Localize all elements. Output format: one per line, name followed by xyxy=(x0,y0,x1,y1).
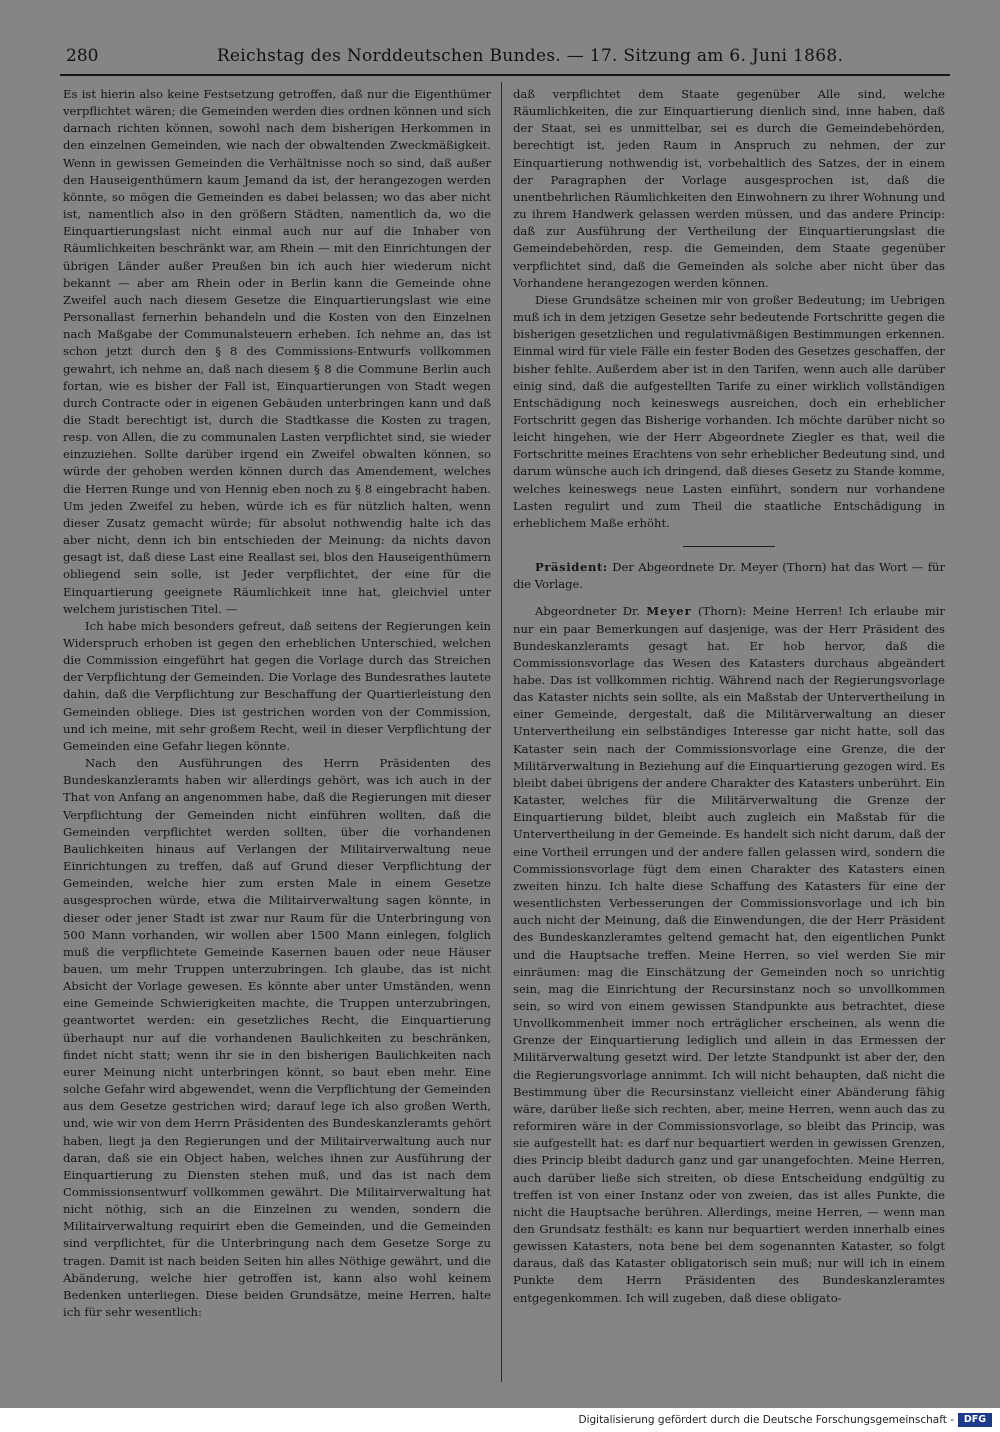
president-remark xyxy=(513,559,945,593)
page-number: 280 xyxy=(66,46,99,66)
paragraph: Nach den Ausführungen des Herrn Präsidenten des Bundeskanzleramts haben wir allerdings gehört, was ich auch in der That von Anfang an angenommen habe, daß die Regierungen mit dieser Verpflichtung der Gemeinden nicht einführen wollten, daß die Gemeinden verpflichtet werden sollten, über die vorhandenen Baulichkeiten hinaus auf Verlangen der Militairverwaltung neue Einrichtungen zu treffen, daß auf Grund dieser Verpflichtung der Gemeinden, welche hier zum ersten Male in einem Gesetze ausgesprochen würde, etwa die Militairverwaltung sagen könnte, in dieser oder jener Stadt ist zwar nur Raum für die Unterbringung von 500 Mann vorhanden, wir wollen aber 1500 Mann einlegen, folglich muß die verpflichtete Gemeinde Kasernen bauen oder neue Häuser bauen, um mehr Truppen unterzubringen. Ich glaube, das ist nicht Absicht der Vorlage gewesen. Es könnte aber unter Umständen, wenn eine Gemeinde Schwierigkeiten machte, die Truppen unterzubringen, geantwortet werden: ein gesetzliches Recht, die Einquartierung überhaupt nur auf die vorhandenen Baulichkeiten zu beschränken, findet nicht statt; wenn ihr sie in den bisherigen Baulichkeiten nach eurer Meinung nicht unterbringen könnt, so baut eben mehr. Eine solche Gefahr wird abgewendet, wenn die Verpflichtung der Gemeinden aus dem Gesetze gestrichen wird; darauf lege ich also großen Werth, und, wie wir von dem Herrn Präsidenten des Bundeskanzleramts gehört haben, liegt ja den Regierungen und der Militairverwaltung auch nur daran, daß sie ein Object haben, welches ihnen zur Ausführung der Einquartierung zu Diensten stehen muß, und das ist nach dem Commissionsentwurf vollkommen gewährt. Die Militairverwaltung hat nicht nöthig, sich an die Einzelnen zu wenden, sondern die Militairverwaltung requirirt eben die Gemeinden, und die Gemeinden sind verpflichtet, für die Unterbringung nach dem Gesetze Sorge zu tragen. Damit ist nach beiden Seiten hin alles Nöthige gewährt, und die Abänderung, welche hier getroffen ist, kann also wohl keinem Bedenken unterliegen. Diese beiden Grundsätze, meine Herren, halte ich für sehr wesentlich: xyxy=(63,756,491,1320)
speaker-prefix: Abgeordneter Dr. xyxy=(535,604,640,619)
speech xyxy=(513,603,945,1306)
president-label: Präsident: xyxy=(535,560,608,575)
column-divider xyxy=(501,82,502,1382)
speech-text: (Thorn): Meine Herren! Ich erlaube mir nur ein paar Bemerkungen auf dasjenige, was der Herr Präsident des Bundeskanzleramts gesagt hat. Er hob hervor, daß die Commissionsvorlage das Wesen des Katasters durchaus abgeändert habe. Das ist vollkommen richtig. Während nach der Regierungsvorlage das Kataster nichts sein sollte, als ein Maßstab der Untervertheilung in einer Gemeinde, dergestalt, daß die Militärverwaltung an dieser Untervertheilung ein selbständiges Interesse gar nicht hatte, soll das Kataster sein nach der Commissionsvorlage eine Grenze, die der Militärverwaltung in Beziehung auf die Einquartierung gezogen wird. Es bleibt dabei übrigens der andere Charakter des Katasters unberührt. Ein Kataster, welches für die Militärverwaltung die Grenze der Einquartierung bildet, bleibt auch zugleich ein Maßstab für die Untervertheilung in der Gemeinde. Es handelt sich nicht darum, daß der eine Vortheil errungen und der andere fallen gelassen wird, sondern die Commissionsvorlage fügt dem einen Charakter des Katasters einen zweiten hinzu. Ich halte diese Schaffung des Katasters für eine der wesentlichsten Verbesserungen der Commissionsvorlage und ich bin auch nicht der Meinung, daß die Einwendungen, die der Herr Präsident des Bundeskanzleramtes geltend gemacht hat, den eigentlichen Punkt und die Hauptsache treffen. Meine Herren, so viel werden Sie mir einräumen: mag die Einschätzung der Gemeinden noch so unrichtig sein, mag die Einrichtung der Recursinstanz noch so unvollkommen sein, so wird von einem gewissen Standpunkte aus betrachtet, diese Unvollkommenheit immer noch erträglicher erscheinen, als wenn die Grenze der Einquartierung lediglich und allein in das Ermessen der Militärverwaltung gesetzt wird. Der letzte Standpunkt ist aber der, den die Regierungsvorlage annimmt. Ich will nicht behaupten, daß nicht die Bestimmung über die Recursinstanz vielleicht einer Abänderung fähig wäre, darüber ließe sich rechten, aber, meine Herren, wenn auch das zu reformiren wäre in der Commissionsvorlage, so bleibt das Princip, was sie aufgestellt hat: es darf nur bequartiert werden in gewissen Grenzen, dies Princip bleibt dadurch ganz und gar unangefochten. Meine Herren, auch darüber ließe sich streiten, ob diese Entscheidung endgültig zu treffen ist von einer Instanz oder von zweien, das ist alles Punkte, die nicht die Hauptsache berühren. Allerdings, meine Herren, — wenn man den Grundsatz festhält: es kann nur bequartiert werden innerhalb eines gewissen Katasters, nota bene bei dem sogenannten Kataster, so folgt daraus, daß das Kataster obligatorisch sein muß; nur will ich in einem Punkte dem Herrn Präsidenten des Bundeskanzleramtes entgegenkommen. Ich will zugeben, daß diese obligato- xyxy=(513,604,945,1305)
paragraph: daß verpflichtet dem Staate gegenüber Alle sind, welche Räumlichkeiten, die zur Einquartierung dienlich sind, inne haben, daß der Staat, sei es unmittelbar, sei es durch die Gemeindebehörden, berechtigt ist, jeden Raum in Anspruch zu nehmen, der zur Einquartierung nothwendig ist, vorbehaltlich des Satzes, der in einem der Paragraphen der Vorlage ausgesprochen ist, daß die unentbehrlichen Räumlichkeiten den Einwohnern zu ihrer Wohnung und zu ihrem Handwerk gelassen werden müssen, und das andere Princip: daß zur Ausführung der Vertheilung der Einquartierungslast die Gemeindebehörden, resp. die Gemeinden, dem Staate gegenüber verpflichtet sind, daß die Gemeinden als solche aber nicht über das Vorhandene herangezogen werden können. xyxy=(513,87,945,290)
page-header xyxy=(60,44,950,76)
paragraph: Es ist hierin also keine Festsetzung getroffen, daß nur die Eigenthümer verpflichtet wären; die Gemeinden werden dies ordnen können und sich darnach richten können, sowohl nach dem bisherigen Herkommen in den einzelnen Gemeinden, wie nach der obwaltenden Zweckmäßigkeit. Wenn in gewissen Gemeinden die Verhältnisse noch so sind, daß außer den Hauseigenthümern kaum Jemand da ist, der herangezogen werden könnte, so mögen die Gemeinden es dabei belassen; wo das aber nicht ist, namentlich also in den größern Städten, namentlich da, wo die Einquartierungslast nicht einmal auch nur auf die Inhaber von Räumlichkeiten beschränkt war, am Rhein — mit den Einrichtungen der übrigen Länder außer Preußen bin ich auch hier wiederum nicht bekannt — aber am Rhein oder in Berlin kann die Gemeinde ohne Zweifel auch nach diesem Gesetze die Einquartierungslast wie eine Personallast fernerhin behandeln und die Kosten von den Einzelnen nach Maßgabe der Communalsteuern erheben. Ich nehme an, das ist schon jetzt durch den § 8 des Commissions-Entwurfs vollkommen gewahrt, ich nehme an, daß nach diesem § 8 die Commune Berlin auch fortan, wie es bisher der Fall ist, Einquartierungen von Stadt wegen durch Contracte oder in eigenen Gebäuden unterbringen kann und daß die Stadt berechtigt ist, durch die Stadtkasse die Kosten zu tragen, resp. von Allen, die zu communalen Lasten verpflichtet sind, sie wieder einzuziehen. Sollte darüber irgend ein Zweifel obwalten können, so würde der gehoben werden können durch das Amendement, welches die Herren Runge und von Hennig eben noch zu § 8 eingebracht haben. Um jeden Zweifel zu heben, würde ich es für nützlich halten, wenn dieser Zusatz gemacht würde; für absolut nothwendig halte ich das aber nicht, denn ich bin entschieden der Meinung: da nichts davon gesagt ist, daß diese Last eine Reallast sei, blos den Hauseigenthümern obliegend sein solle, ist Jeder verpflichtet, der eine für die Einquartierung geeignete Räumlichkeit inne hat, gleichviel unter welchem juristischen Titel. — xyxy=(63,87,491,616)
footer-bar xyxy=(0,1408,1000,1432)
left-column xyxy=(63,86,491,1321)
paragraph: Ich habe mich besonders gefreut, daß seitens der Regierungen kein Widerspruch erhoben ist gegen den erheblichen Unterschied, welchen die Commission eingeführt hat gegen die Vorlage durch das Streichen der Verpflichtung der Gemeinden. Die Vorlage des Bundesrathes lautete dahin, daß die Verpflichtung zur Beschaffung der Quartierleistung den Gemeinden obliege. Dies ist gestrichen worden von der Commission, und ich meine, mit sehr großem Recht, weil in dieser Verpflichtung der Gemeinden eine Gefahr liegen könnte. xyxy=(63,618,491,753)
dfg-logo: DFG xyxy=(958,1413,992,1427)
paragraph: Diese Grundsätze scheinen mir von großer Bedeutung; im Uebrigen muß ich in dem jetzigen Gesetze sehr bedeutende Fortschritte gegen die bisherigen gesetzlichen und regulativmäßigen Bestimmungen erkennen. Einmal wird für viele Fälle ein fester Boden des Gesetzes geschaffen, der bisher fehlte. Außerdem aber ist in den Tarifen, wenn auch alle darüber einig sind, daß die aufgestellten Tarife zu einer wirklich vollständigen Entschädigung noch keineswegs ausreichen, doch ein erheblicher Fortschritt gegen das Bisherige vorhanden. Ich möchte darüber nicht so leicht hingehen, wie der Herr Abgeordnete Ziegler es that, weil die Fortschritte meines Erachtens von sehr erheblicher Bedeutung sind, und darum wünsche auch ich dringend, daß dieses Gesetz zu Stande komme, welches keineswegs neue Lasten einführt, sondern nur vorhandene Lasten regulirt und zum Theil die staatliche Entschädigung in erheblichem Maße erhöht. xyxy=(513,292,945,530)
president-text: Der Abgeordnete Dr. Meyer (Thorn) hat das Wort — für die Vorlage. xyxy=(513,560,945,592)
speaker-name: Meyer xyxy=(646,604,692,619)
right-column xyxy=(513,86,945,1307)
running-title: Reichstag des Norddeutschen Bundes. — 17. Sitzung am 6. Juni 1868. xyxy=(216,46,844,66)
section-rule xyxy=(683,546,775,547)
footer-credit: Digitalisierung gefördert durch die Deutsche Forschungsgemeinschaft - xyxy=(578,1414,954,1426)
